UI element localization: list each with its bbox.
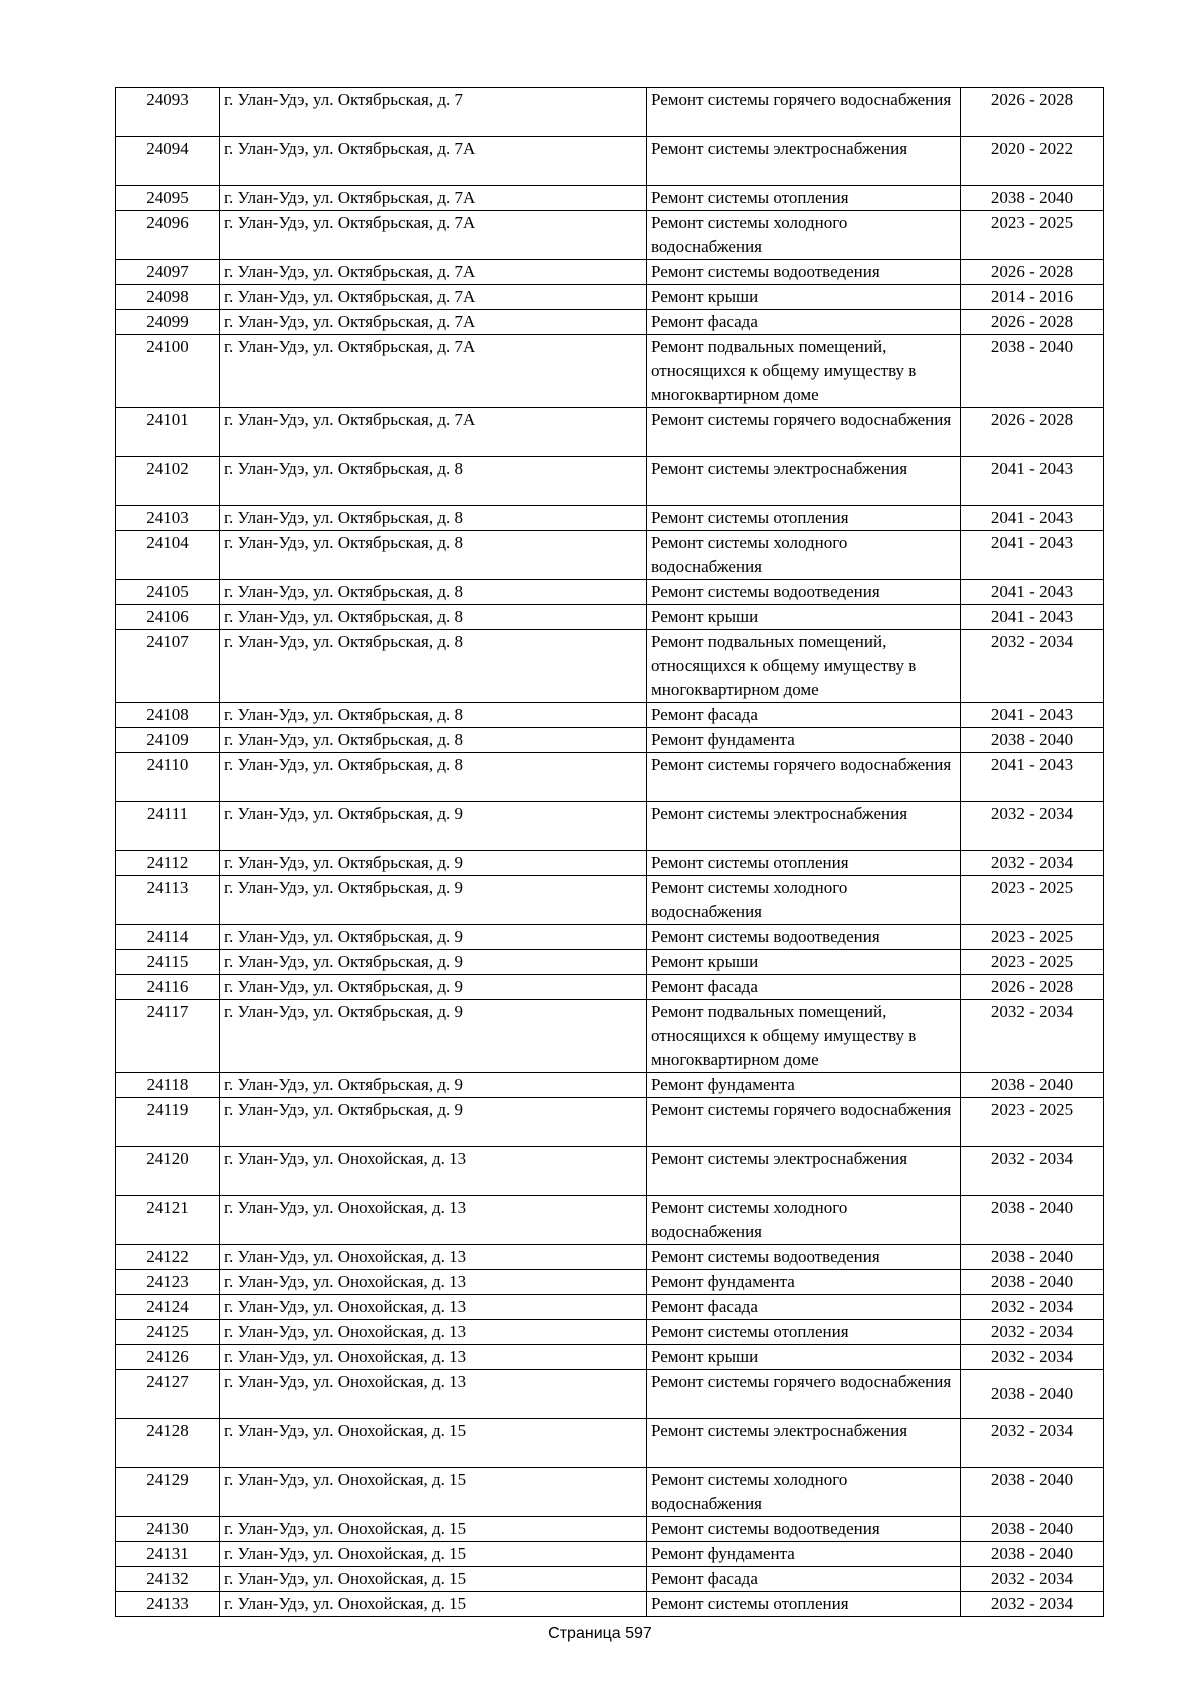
table-row (116, 1542, 1104, 1567)
row-number: 24096 (116, 211, 220, 260)
row-number: 24110 (116, 753, 220, 802)
row-address: г. Улан-Удэ, ул. Онохойская, д. 15 (220, 1592, 647, 1617)
row-number: 24121 (116, 1196, 220, 1245)
row-number: 24104 (116, 531, 220, 580)
row-period: 2038 - 2040 (961, 1270, 1104, 1295)
row-period: 2041 - 2043 (961, 457, 1104, 506)
table-row (116, 1468, 1104, 1517)
table-row (116, 925, 1104, 950)
table-row (116, 1295, 1104, 1320)
table-row (116, 1098, 1104, 1147)
table-row (116, 211, 1104, 260)
table-row (116, 703, 1104, 728)
table-row (116, 137, 1104, 186)
table-row (116, 335, 1104, 408)
row-number: 24112 (116, 851, 220, 876)
row-number: 24100 (116, 335, 220, 408)
row-work-type: Ремонт фасада (647, 310, 961, 335)
row-address: г. Улан-Удэ, ул. Октябрьская, д. 7А (220, 186, 647, 211)
row-period: 2041 - 2043 (961, 753, 1104, 802)
row-address: г. Улан-Удэ, ул. Октябрьская, д. 8 (220, 531, 647, 580)
row-number: 24126 (116, 1345, 220, 1370)
row-address: г. Улан-Удэ, ул. Онохойская, д. 13 (220, 1270, 647, 1295)
row-address: г. Улан-Удэ, ул. Онохойская, д. 15 (220, 1542, 647, 1567)
row-address: г. Улан-Удэ, ул. Октябрьская, д. 7А (220, 211, 647, 260)
table-row (116, 950, 1104, 975)
row-address: г. Улан-Удэ, ул. Онохойская, д. 15 (220, 1419, 647, 1468)
table-row (116, 260, 1104, 285)
table-row (116, 457, 1104, 506)
row-work-type: Ремонт системы горячего водоснабжения (647, 1370, 961, 1419)
row-work-type: Ремонт системы электроснабжения (647, 802, 961, 851)
table-row (116, 186, 1104, 211)
row-work-type: Ремонт крыши (647, 1345, 961, 1370)
row-number: 24122 (116, 1245, 220, 1270)
table-row (116, 605, 1104, 630)
row-work-type: Ремонт фундамента (647, 1073, 961, 1098)
row-work-type: Ремонт подвальных помещений, относящихся к общему имуществу в многоквартирном доме (647, 335, 961, 408)
row-period: 2041 - 2043 (961, 531, 1104, 580)
row-work-type: Ремонт системы водоотведения (647, 1245, 961, 1270)
table-row (116, 728, 1104, 753)
row-period: 2032 - 2034 (961, 1567, 1104, 1592)
row-period: 2038 - 2040 (961, 1468, 1104, 1517)
table-row (116, 408, 1104, 457)
row-address: г. Улан-Удэ, ул. Онохойская, д. 15 (220, 1468, 647, 1517)
row-work-type: Ремонт системы горячего водоснабжения (647, 1098, 961, 1147)
row-address: г. Улан-Удэ, ул. Онохойская, д. 13 (220, 1295, 647, 1320)
row-period: 2032 - 2034 (961, 1000, 1104, 1073)
row-address: г. Улан-Удэ, ул. Октябрьская, д. 9 (220, 802, 647, 851)
row-work-type: Ремонт системы водоотведения (647, 1517, 961, 1542)
row-period: 2023 - 2025 (961, 950, 1104, 975)
row-work-type: Ремонт подвальных помещений, относящихся к общему имуществу в многоквартирном доме (647, 1000, 961, 1073)
row-number: 24101 (116, 408, 220, 457)
row-address: г. Улан-Удэ, ул. Октябрьская, д. 9 (220, 1098, 647, 1147)
row-work-type: Ремонт системы электроснабжения (647, 1419, 961, 1468)
row-address: г. Улан-Удэ, ул. Октябрьская, д. 8 (220, 728, 647, 753)
row-address: г. Улан-Удэ, ул. Онохойская, д. 15 (220, 1567, 647, 1592)
row-address: г. Улан-Удэ, ул. Октябрьская, д. 7А (220, 310, 647, 335)
row-number: 24129 (116, 1468, 220, 1517)
table-row (116, 88, 1104, 137)
table-row (116, 310, 1104, 335)
row-address: г. Улан-Удэ, ул. Октябрьская, д. 8 (220, 457, 647, 506)
row-work-type: Ремонт системы горячего водоснабжения (647, 88, 961, 137)
row-number: 24114 (116, 925, 220, 950)
table-row (116, 1270, 1104, 1295)
table-row (116, 753, 1104, 802)
table-row (116, 1592, 1104, 1617)
row-work-type: Ремонт фасада (647, 1295, 961, 1320)
row-number: 24107 (116, 630, 220, 703)
row-number: 24116 (116, 975, 220, 1000)
row-number: 24098 (116, 285, 220, 310)
table-row (116, 1147, 1104, 1196)
row-period: 2032 - 2034 (961, 630, 1104, 703)
row-number: 24093 (116, 88, 220, 137)
row-address: г. Улан-Удэ, ул. Онохойская, д. 13 (220, 1196, 647, 1245)
row-address: г. Улан-Удэ, ул. Октябрьская, д. 7 (220, 88, 647, 137)
row-period: 2038 - 2040 (961, 1245, 1104, 1270)
row-period: 2026 - 2028 (961, 260, 1104, 285)
page-number: Страница 597 (548, 1625, 652, 1642)
row-period: 2038 - 2040 (961, 1073, 1104, 1098)
row-period: 2038 - 2040 (961, 1370, 1104, 1419)
row-address: г. Улан-Удэ, ул. Октябрьская, д. 7А (220, 137, 647, 186)
row-period: 2023 - 2025 (961, 925, 1104, 950)
table-row (116, 1345, 1104, 1370)
table-row (116, 1320, 1104, 1345)
row-number: 24113 (116, 876, 220, 925)
row-period: 2032 - 2034 (961, 1320, 1104, 1345)
row-address: г. Улан-Удэ, ул. Октябрьская, д. 9 (220, 1000, 647, 1073)
row-period: 2041 - 2043 (961, 580, 1104, 605)
row-address: г. Улан-Удэ, ул. Октябрьская, д. 7А (220, 260, 647, 285)
row-period: 2041 - 2043 (961, 605, 1104, 630)
row-work-type: Ремонт системы электроснабжения (647, 457, 961, 506)
row-work-type: Ремонт фасада (647, 703, 961, 728)
row-number: 24132 (116, 1567, 220, 1592)
row-period: 2032 - 2034 (961, 1592, 1104, 1617)
row-period: 2026 - 2028 (961, 975, 1104, 1000)
row-work-type: Ремонт системы водоотведения (647, 260, 961, 285)
row-work-type: Ремонт крыши (647, 605, 961, 630)
row-address: г. Улан-Удэ, ул. Онохойская, д. 13 (220, 1245, 647, 1270)
row-work-type: Ремонт фундамента (647, 1542, 961, 1567)
row-address: г. Улан-Удэ, ул. Октябрьская, д. 7А (220, 408, 647, 457)
row-period: 2041 - 2043 (961, 506, 1104, 531)
table-row (116, 1073, 1104, 1098)
row-period: 2020 - 2022 (961, 137, 1104, 186)
works-table (115, 87, 1104, 1617)
row-work-type: Ремонт системы отопления (647, 506, 961, 531)
row-number: 24099 (116, 310, 220, 335)
row-number: 24094 (116, 137, 220, 186)
row-address: г. Улан-Удэ, ул. Онохойская, д. 13 (220, 1147, 647, 1196)
row-number: 24097 (116, 260, 220, 285)
table-row (116, 1245, 1104, 1270)
row-period: 2038 - 2040 (961, 1517, 1104, 1542)
row-period: 2026 - 2028 (961, 408, 1104, 457)
table-row (116, 285, 1104, 310)
table-row (116, 580, 1104, 605)
row-address: г. Улан-Удэ, ул. Октябрьская, д. 9 (220, 851, 647, 876)
row-period: 2038 - 2040 (961, 1196, 1104, 1245)
table-row (116, 802, 1104, 851)
row-number: 24106 (116, 605, 220, 630)
row-work-type: Ремонт фасада (647, 1567, 961, 1592)
row-number: 24118 (116, 1073, 220, 1098)
row-work-type: Ремонт системы холодного водоснабжения (647, 876, 961, 925)
row-work-type: Ремонт системы электроснабжения (647, 1147, 961, 1196)
row-work-type: Ремонт фундамента (647, 728, 961, 753)
row-work-type: Ремонт системы водоотведения (647, 580, 961, 605)
row-address: г. Улан-Удэ, ул. Октябрьская, д. 8 (220, 753, 647, 802)
row-work-type: Ремонт системы горячего водоснабжения (647, 753, 961, 802)
row-period: 2032 - 2034 (961, 1345, 1104, 1370)
row-period: 2026 - 2028 (961, 310, 1104, 335)
row-address: г. Улан-Удэ, ул. Октябрьская, д. 8 (220, 630, 647, 703)
table-row (116, 876, 1104, 925)
row-number: 24108 (116, 703, 220, 728)
row-number: 24131 (116, 1542, 220, 1567)
table-row (116, 630, 1104, 703)
row-work-type: Ремонт фасада (647, 975, 961, 1000)
row-address: г. Улан-Удэ, ул. Октябрьская, д. 7А (220, 285, 647, 310)
row-number: 24120 (116, 1147, 220, 1196)
row-address: г. Улан-Удэ, ул. Онохойская, д. 13 (220, 1370, 647, 1419)
row-work-type: Ремонт крыши (647, 285, 961, 310)
row-period: 2032 - 2034 (961, 1147, 1104, 1196)
row-address: г. Улан-Удэ, ул. Онохойская, д. 13 (220, 1320, 647, 1345)
row-number: 24095 (116, 186, 220, 211)
table-row (116, 531, 1104, 580)
row-work-type: Ремонт системы холодного водоснабжения (647, 531, 961, 580)
row-work-type: Ремонт фундамента (647, 1270, 961, 1295)
row-period: 2032 - 2034 (961, 1295, 1104, 1320)
row-period: 2032 - 2034 (961, 851, 1104, 876)
row-address: г. Улан-Удэ, ул. Октябрьская, д. 8 (220, 703, 647, 728)
row-work-type: Ремонт системы электроснабжения (647, 137, 961, 186)
table-row (116, 506, 1104, 531)
row-address: г. Улан-Удэ, ул. Октябрьская, д. 8 (220, 506, 647, 531)
row-work-type: Ремонт крыши (647, 950, 961, 975)
row-number: 24103 (116, 506, 220, 531)
row-number: 24117 (116, 1000, 220, 1073)
row-address: г. Улан-Удэ, ул. Октябрьская, д. 9 (220, 925, 647, 950)
row-address: г. Улан-Удэ, ул. Октябрьская, д. 9 (220, 1073, 647, 1098)
row-work-type: Ремонт системы отопления (647, 1320, 961, 1345)
row-number: 24127 (116, 1370, 220, 1419)
table-row (116, 1000, 1104, 1073)
row-number: 24119 (116, 1098, 220, 1147)
row-work-type: Ремонт системы отопления (647, 1592, 961, 1617)
row-work-type: Ремонт системы холодного водоснабжения (647, 211, 961, 260)
table-row (116, 1567, 1104, 1592)
row-work-type: Ремонт подвальных помещений, относящихся к общему имуществу в многоквартирном доме (647, 630, 961, 703)
row-work-type: Ремонт системы холодного водоснабжения (647, 1196, 961, 1245)
row-period: 2026 - 2028 (961, 88, 1104, 137)
row-period: 2038 - 2040 (961, 186, 1104, 211)
row-address: г. Улан-Удэ, ул. Онохойская, д. 13 (220, 1345, 647, 1370)
row-number: 24115 (116, 950, 220, 975)
row-period: 2038 - 2040 (961, 335, 1104, 408)
row-period: 2038 - 2040 (961, 1542, 1104, 1567)
row-work-type: Ремонт системы холодного водоснабжения (647, 1468, 961, 1517)
row-work-type: Ремонт системы отопления (647, 186, 961, 211)
row-number: 24125 (116, 1320, 220, 1345)
row-number: 24105 (116, 580, 220, 605)
row-number: 24124 (116, 1295, 220, 1320)
table-row (116, 1370, 1104, 1419)
row-work-type: Ремонт системы горячего водоснабжения (647, 408, 961, 457)
row-address: г. Улан-Удэ, ул. Октябрьская, д. 9 (220, 975, 647, 1000)
row-period: 2023 - 2025 (961, 1098, 1104, 1147)
row-period: 2041 - 2043 (961, 703, 1104, 728)
row-number: 24130 (116, 1517, 220, 1542)
row-address: г. Улан-Удэ, ул. Октябрьская, д. 9 (220, 876, 647, 925)
row-address: г. Улан-Удэ, ул. Октябрьская, д. 9 (220, 950, 647, 975)
row-address: г. Улан-Удэ, ул. Октябрьская, д. 7А (220, 335, 647, 408)
row-number: 24109 (116, 728, 220, 753)
row-period: 2014 - 2016 (961, 285, 1104, 310)
table-row (116, 1196, 1104, 1245)
row-address: г. Улан-Удэ, ул. Октябрьская, д. 8 (220, 580, 647, 605)
table-row (116, 975, 1104, 1000)
row-period: 2032 - 2034 (961, 802, 1104, 851)
table-row (116, 851, 1104, 876)
row-number: 24128 (116, 1419, 220, 1468)
row-period: 2032 - 2034 (961, 1419, 1104, 1468)
row-number: 24133 (116, 1592, 220, 1617)
row-period: 2023 - 2025 (961, 211, 1104, 260)
row-address: г. Улан-Удэ, ул. Онохойская, д. 15 (220, 1517, 647, 1542)
row-number: 24102 (116, 457, 220, 506)
row-period: 2023 - 2025 (961, 876, 1104, 925)
row-work-type: Ремонт системы отопления (647, 851, 961, 876)
row-number: 24111 (116, 802, 220, 851)
table-row (116, 1419, 1104, 1468)
row-work-type: Ремонт системы водоотведения (647, 925, 961, 950)
works-table-body (116, 88, 1104, 1617)
table-row (116, 1517, 1104, 1542)
row-period: 2038 - 2040 (961, 728, 1104, 753)
row-number: 24123 (116, 1270, 220, 1295)
row-address: г. Улан-Удэ, ул. Октябрьская, д. 8 (220, 605, 647, 630)
